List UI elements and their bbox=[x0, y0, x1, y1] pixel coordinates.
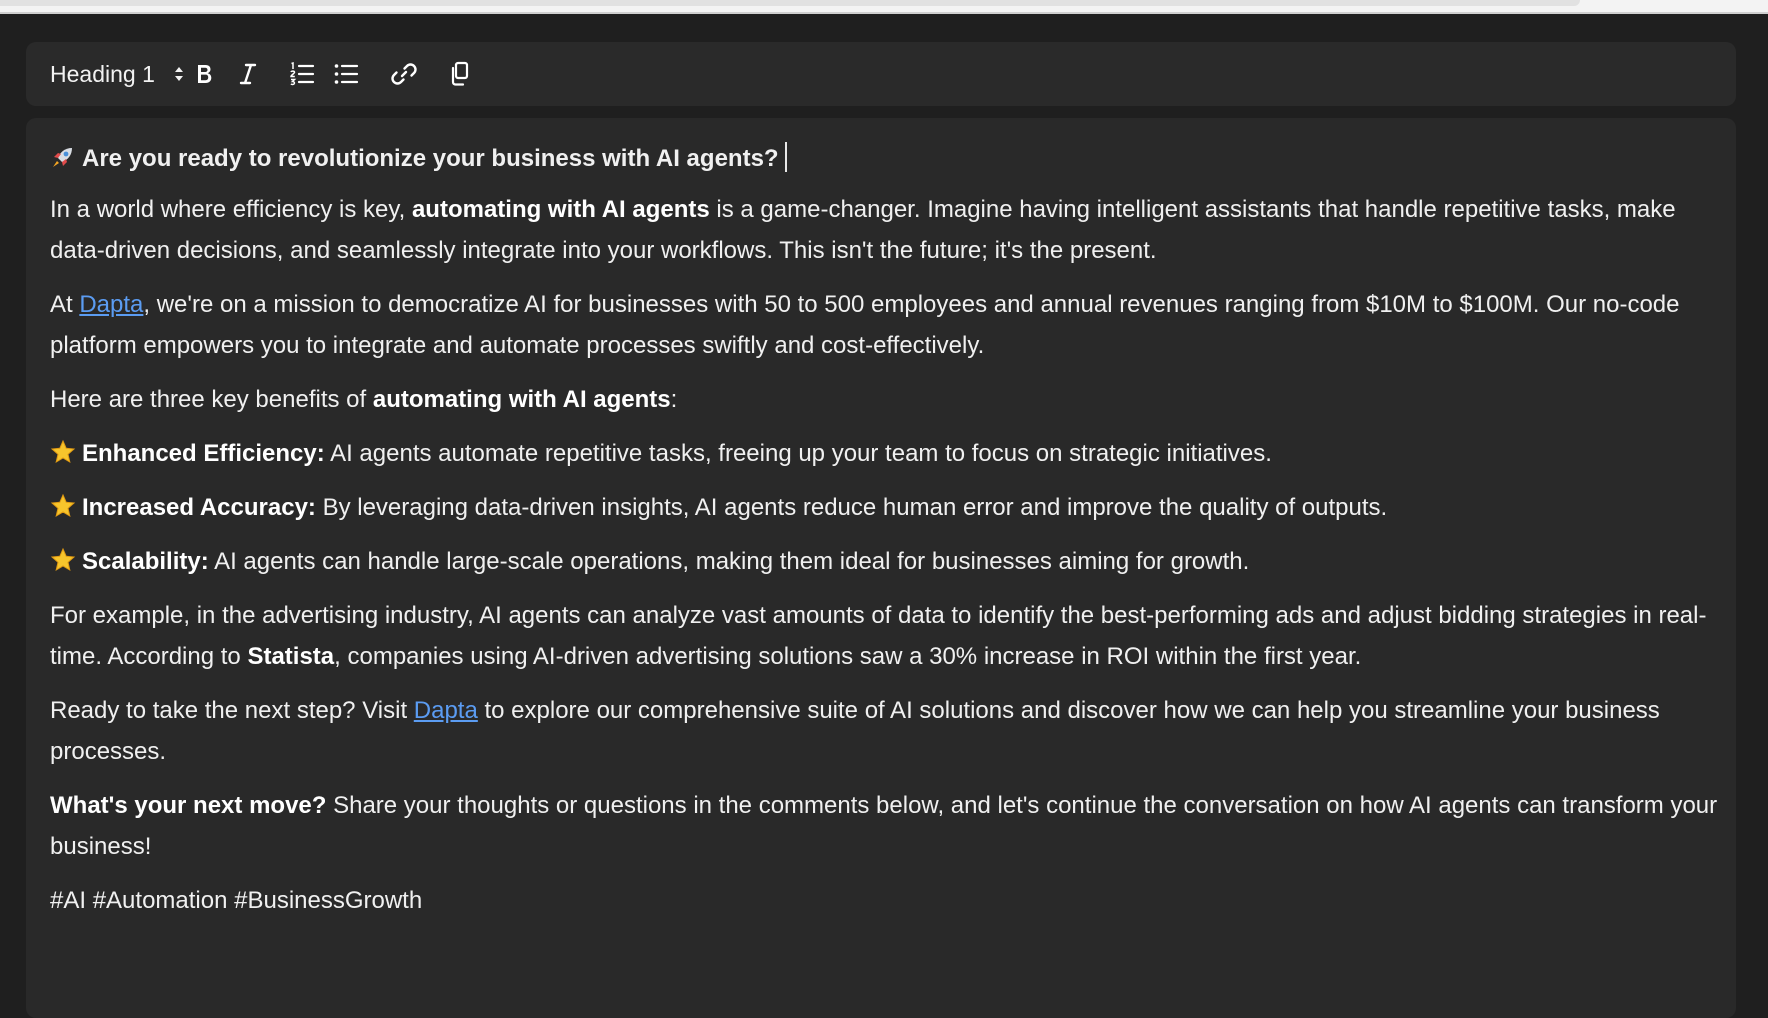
bullet-list-icon bbox=[333, 61, 359, 87]
paragraph-mission bbox=[50, 284, 1720, 366]
editor-toolbar bbox=[26, 42, 1736, 106]
paragraph-text: : bbox=[670, 386, 678, 413]
horizontal-scroll-thumb[interactable] bbox=[0, 0, 1580, 6]
paragraph-text: , companies using AI-driven advertising solutions saw a 30% increase in ROI within the first year. bbox=[334, 643, 1362, 670]
bold-text: Statista bbox=[247, 643, 335, 670]
top-scroll-region bbox=[0, 0, 1768, 14]
italic-icon bbox=[237, 62, 259, 86]
paragraph-example bbox=[50, 595, 1720, 677]
paragraph-question bbox=[50, 785, 1720, 867]
heading-text: Are you ready to revolutionize your business with AI agents? bbox=[82, 145, 779, 172]
link-button[interactable] bbox=[386, 56, 422, 92]
bold-icon bbox=[193, 62, 215, 86]
benefit-item bbox=[50, 487, 1720, 528]
dapta-link[interactable]: Dapta bbox=[79, 291, 144, 318]
paragraph-text: Here are three key benefits of bbox=[50, 386, 373, 413]
ordered-list-icon bbox=[289, 61, 315, 87]
bold-button[interactable] bbox=[186, 56, 222, 92]
paragraph-text: Share your thoughts or questions in the comments below, and let's continue the conversation on how AI agents can transform your business! bbox=[50, 792, 1718, 860]
star-icon bbox=[50, 439, 76, 465]
paragraph-text: At bbox=[50, 291, 80, 318]
paragraph-intro bbox=[50, 189, 1720, 271]
text-cursor bbox=[785, 142, 787, 172]
bold-text: automating with AI agents bbox=[411, 196, 710, 223]
star-icon bbox=[50, 493, 76, 519]
italic-button[interactable] bbox=[230, 56, 266, 92]
link-icon bbox=[391, 61, 417, 87]
paragraph-text: to explore our comprehensive suite of AI solutions and discover how we can help you streamline your business processes. bbox=[50, 697, 1660, 765]
paragraph-cta bbox=[50, 690, 1720, 772]
hashtags: #AI #Automation #BusinessGrowth bbox=[50, 887, 423, 914]
benefit-text: By leveraging data-driven insights, AI agents reduce human error and improve the quality of outputs. bbox=[315, 494, 1388, 521]
benefit-item bbox=[50, 433, 1720, 474]
benefit-title: Scalability: bbox=[82, 548, 209, 575]
paragraph-text: Ready to take the next step? Visit bbox=[50, 697, 414, 724]
star-icon bbox=[50, 547, 76, 573]
document-heading bbox=[50, 138, 1720, 179]
paragraph-text: is a game-changer. Imagine having intelligent assistants that handle repetitive tasks, make data-driven decisions, and seamlessly integrate into your workflows. This isn't the future; it's the present. bbox=[50, 196, 1676, 264]
benefit-text: AI agents can handle large-scale operations, making them ideal for businesses aiming for growth. bbox=[208, 548, 1250, 575]
block-type-select[interactable] bbox=[50, 58, 185, 90]
benefit-text: AI agents automate repetitive tasks, freeing up your team to focus on strategic initiatives. bbox=[324, 440, 1272, 467]
dapta-link[interactable]: Dapta bbox=[413, 697, 478, 724]
benefit-title: Enhanced Efficiency: bbox=[82, 440, 325, 467]
copy-icon bbox=[448, 61, 472, 87]
ordered-list-button[interactable] bbox=[284, 56, 320, 92]
bold-text: What's your next move? bbox=[50, 792, 327, 819]
bullet-list-button[interactable] bbox=[328, 56, 364, 92]
paragraph-benefits-intro bbox=[50, 379, 1720, 420]
benefit-item bbox=[50, 541, 1720, 582]
paragraph-text: In a world where efficiency is key, bbox=[50, 196, 412, 223]
editor-content-area[interactable] bbox=[26, 118, 1736, 1018]
rocket-icon bbox=[50, 144, 76, 170]
paragraph-text: , we're on a mission to democratize AI for businesses with 50 to 500 employees and annual revenues ranging from $10M to $100M. Our no-code platform empowers you to integrate and automate processes swiftly and cost-effectively. bbox=[50, 291, 1680, 359]
paragraph-text: For example, in the advertising industry, AI agents can analyze vast amounts of data to identify the best-performing ads and adjust bidding strategies in real-time. According to bbox=[50, 602, 1707, 670]
bold-text: automating with AI agents bbox=[372, 386, 671, 413]
block-type-label: Heading 1 bbox=[50, 60, 155, 87]
benefit-title: Increased Accuracy: bbox=[82, 494, 316, 521]
copy-button[interactable] bbox=[442, 56, 478, 92]
sort-caret-icon bbox=[173, 64, 185, 84]
browser-top-strip bbox=[0, 0, 1768, 16]
document-body[interactable] bbox=[50, 138, 1720, 934]
